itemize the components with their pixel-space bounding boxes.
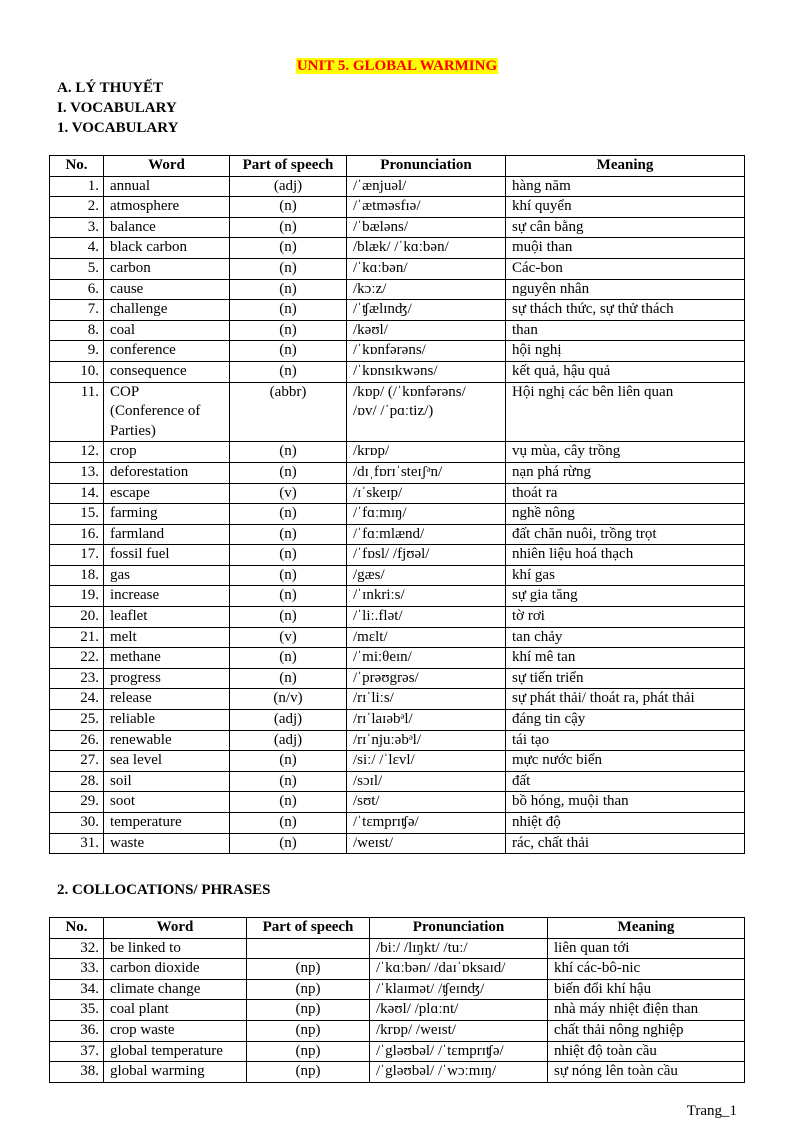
table-row xyxy=(50,730,745,751)
word-cell: renewable xyxy=(104,730,230,751)
table-row xyxy=(50,833,745,854)
row-number: 2. xyxy=(50,197,104,218)
table-row xyxy=(50,462,745,483)
pronunciation-cell: /ˈfɑːmɪŋ/ xyxy=(347,504,506,525)
part-of-speech-cell: (n) xyxy=(230,462,347,483)
row-number: 3. xyxy=(50,217,104,238)
part-of-speech-cell: (n) xyxy=(230,792,347,813)
part-of-speech-cell: (n) xyxy=(230,771,347,792)
row-number: 16. xyxy=(50,524,104,545)
pronunciation-cell: /ˈænjuəl/ xyxy=(347,176,506,197)
pronunciation-cell: /kɒp/ (/ˈkɒnfərəns/ /ɒv/ /ˈpɑːtiz/) xyxy=(347,382,506,442)
pronunciation-cell: /kɔːz/ xyxy=(347,279,506,300)
row-number: 14. xyxy=(50,483,104,504)
pronunciation-cell: /ˈgləʊbəl/ /ˈwɔːmɪŋ/ xyxy=(370,1062,548,1083)
page-number: Trang_1 xyxy=(686,1103,737,1119)
meaning-cell: sự cân bằng xyxy=(506,217,745,238)
table-row xyxy=(50,813,745,834)
part-of-speech-cell: (n) xyxy=(230,524,347,545)
part-of-speech-cell: (n) xyxy=(230,586,347,607)
word-cell: global temperature xyxy=(104,1041,247,1062)
pronunciation-cell: /dɪˌfɒrɪˈsteɪʃᵊn/ xyxy=(347,462,506,483)
col-header-meaning: Meaning xyxy=(548,918,745,939)
col-header-word: Word xyxy=(104,156,230,177)
word-cell: consequence xyxy=(104,361,230,382)
part-of-speech-cell: (n) xyxy=(230,320,347,341)
meaning-cell: đất chăn nuôi, trồng trọt xyxy=(506,524,745,545)
word-cell: methane xyxy=(104,648,230,669)
row-number: 6. xyxy=(50,279,104,300)
part-of-speech-cell: (n) xyxy=(230,833,347,854)
row-number: 21. xyxy=(50,627,104,648)
meaning-cell: khí mê tan xyxy=(506,648,745,669)
part-of-speech-cell: (n) xyxy=(230,504,347,525)
pronunciation-cell: /rɪˈliːs/ xyxy=(347,689,506,710)
meaning-cell: kết quả, hậu quả xyxy=(506,361,745,382)
pronunciation-cell: /ˈbæləns/ xyxy=(347,217,506,238)
table-row xyxy=(50,710,745,731)
word-cell: atmosphere xyxy=(104,197,230,218)
collocations-table xyxy=(49,917,745,1083)
meaning-cell: đáng tin cậy xyxy=(506,710,745,731)
word-cell: COP (Conference of Parties) xyxy=(104,382,230,442)
table-row xyxy=(50,607,745,628)
word-cell: farmland xyxy=(104,524,230,545)
row-number: 28. xyxy=(50,771,104,792)
pronunciation-cell: /ɪˈskeɪp/ xyxy=(347,483,506,504)
part-of-speech-cell: (v) xyxy=(230,627,347,648)
row-number: 29. xyxy=(50,792,104,813)
table-row xyxy=(50,565,745,586)
table-row xyxy=(50,341,745,362)
meaning-cell: chất thải nông nghiệp xyxy=(548,1020,745,1041)
meaning-cell: thoát ra xyxy=(506,483,745,504)
meaning-cell: biến đổi khí hậu xyxy=(548,979,745,1000)
table-row xyxy=(50,238,745,259)
pronunciation-cell: /ˈgləʊbəl/ /ˈtɛmprɪʧə/ xyxy=(370,1041,548,1062)
meaning-cell: đất xyxy=(506,771,745,792)
row-number: 15. xyxy=(50,504,104,525)
table-row xyxy=(50,483,745,504)
pronunciation-cell: /weɪst/ xyxy=(347,833,506,854)
part-of-speech-cell: (np) xyxy=(247,1000,370,1021)
word-cell: coal xyxy=(104,320,230,341)
row-number: 17. xyxy=(50,545,104,566)
word-cell: melt xyxy=(104,627,230,648)
pronunciation-cell: /blæk/ /ˈkɑːbən/ xyxy=(347,238,506,259)
meaning-cell: tờ rơi xyxy=(506,607,745,628)
part-of-speech-cell: (adj) xyxy=(230,710,347,731)
meaning-cell: muội than xyxy=(506,238,745,259)
part-of-speech-cell: (adj) xyxy=(230,176,347,197)
table-row xyxy=(50,300,745,321)
table-row xyxy=(50,361,745,382)
table-row xyxy=(50,648,745,669)
meaning-cell: hàng năm xyxy=(506,176,745,197)
row-number: 38. xyxy=(50,1062,104,1083)
pronunciation-cell: /sʊt/ xyxy=(347,792,506,813)
table-row xyxy=(50,217,745,238)
word-cell: farming xyxy=(104,504,230,525)
part-of-speech-cell: (n) xyxy=(230,197,347,218)
row-number: 30. xyxy=(50,813,104,834)
pronunciation-cell: /ˈtɛmprɪʧə/ xyxy=(347,813,506,834)
row-number: 19. xyxy=(50,586,104,607)
meaning-cell: khí gas xyxy=(506,565,745,586)
table-row xyxy=(50,382,745,442)
word-cell: climate change xyxy=(104,979,247,1000)
part-of-speech-cell: (n) xyxy=(230,751,347,772)
pronunciation-cell: /ˈɪnkriːs/ xyxy=(347,586,506,607)
table-row xyxy=(50,1000,745,1021)
meaning-cell: liên quan tới xyxy=(548,938,745,959)
pronunciation-cell: /ˈkɒnsɪkwəns/ xyxy=(347,361,506,382)
meaning-cell: rác, chất thải xyxy=(506,833,745,854)
word-cell: sea level xyxy=(104,751,230,772)
row-number: 34. xyxy=(50,979,104,1000)
pronunciation-cell: /ˈklaɪmət/ /ʧeɪnʤ/ xyxy=(370,979,548,1000)
table-row xyxy=(50,504,745,525)
col-header-no: No. xyxy=(50,156,104,177)
row-number: 11. xyxy=(50,382,104,442)
table-row xyxy=(50,938,745,959)
word-cell: leaflet xyxy=(104,607,230,628)
pronunciation-cell: /mɛlt/ xyxy=(347,627,506,648)
row-number: 20. xyxy=(50,607,104,628)
word-cell: conference xyxy=(104,341,230,362)
part-of-speech-cell: (n) xyxy=(230,300,347,321)
row-number: 31. xyxy=(50,833,104,854)
part-of-speech-cell: (n) xyxy=(230,648,347,669)
pronunciation-cell: /krɒp/ /weɪst/ xyxy=(370,1020,548,1041)
row-number: 33. xyxy=(50,959,104,980)
row-number: 5. xyxy=(50,258,104,279)
table-row xyxy=(50,586,745,607)
part-of-speech-cell: (n) xyxy=(230,813,347,834)
table-row xyxy=(50,1020,745,1041)
part-of-speech-cell: (n) xyxy=(230,238,347,259)
word-cell: deforestation xyxy=(104,462,230,483)
meaning-cell: sự phát thải/ thoát ra, phát thải xyxy=(506,689,745,710)
meaning-cell: Các-bon xyxy=(506,258,745,279)
meaning-cell: nhiên liệu hoá thạch xyxy=(506,545,745,566)
row-number: 37. xyxy=(50,1041,104,1062)
heading-theory: A. LÝ THUYẾT xyxy=(57,80,163,96)
table-row xyxy=(50,545,745,566)
table-row xyxy=(50,627,745,648)
word-cell: crop xyxy=(104,442,230,463)
meaning-cell: sự gia tăng xyxy=(506,586,745,607)
table-row xyxy=(50,668,745,689)
meaning-cell: nghề nông xyxy=(506,504,745,525)
word-cell: carbon dioxide xyxy=(104,959,247,980)
row-number: 13. xyxy=(50,462,104,483)
part-of-speech-cell: (np) xyxy=(247,959,370,980)
part-of-speech-cell xyxy=(247,938,370,959)
unit-title xyxy=(0,57,794,75)
row-number: 12. xyxy=(50,442,104,463)
col-header-pos: Part of speech xyxy=(247,918,370,939)
table-row xyxy=(50,792,745,813)
part-of-speech-cell: (n) xyxy=(230,258,347,279)
pronunciation-cell: /ˈkɒnfərəns/ xyxy=(347,341,506,362)
word-cell: carbon xyxy=(104,258,230,279)
col-header-pron: Pronunciation xyxy=(370,918,548,939)
word-cell: soil xyxy=(104,771,230,792)
word-cell: fossil fuel xyxy=(104,545,230,566)
meaning-cell: nhiệt độ toàn cầu xyxy=(548,1041,745,1062)
pronunciation-cell: /kəʊl/ xyxy=(347,320,506,341)
meaning-cell: sự thách thức, sự thử thách xyxy=(506,300,745,321)
table-row xyxy=(50,1062,745,1083)
meaning-cell: khí các-bô-nic xyxy=(548,959,745,980)
unit-title-text: UNIT 5. GLOBAL WARMING xyxy=(296,58,498,74)
table-row xyxy=(50,751,745,772)
meaning-cell: khí quyển xyxy=(506,197,745,218)
meaning-cell: hội nghị xyxy=(506,341,745,362)
part-of-speech-cell: (np) xyxy=(247,979,370,1000)
col-header-pron: Pronunciation xyxy=(347,156,506,177)
table-row xyxy=(50,959,745,980)
part-of-speech-cell: (abbr) xyxy=(230,382,347,442)
row-number: 8. xyxy=(50,320,104,341)
meaning-cell: vụ mùa, cây trồng xyxy=(506,442,745,463)
meaning-cell: Hội nghị các bên liên quan xyxy=(506,382,745,442)
table-header-row xyxy=(50,918,745,939)
part-of-speech-cell: (np) xyxy=(247,1020,370,1041)
pronunciation-cell: /ˈkɑːbən/ xyxy=(347,258,506,279)
pronunciation-cell: /siː/ /ˈlɛvl/ xyxy=(347,751,506,772)
table-row xyxy=(50,176,745,197)
meaning-cell: tan chảy xyxy=(506,627,745,648)
word-cell: temperature xyxy=(104,813,230,834)
col-header-meaning: Meaning xyxy=(506,156,745,177)
row-number: 1. xyxy=(50,176,104,197)
col-header-word: Word xyxy=(104,918,247,939)
part-of-speech-cell: (v) xyxy=(230,483,347,504)
heading-collocations: 2. COLLOCATIONS/ PHRASES xyxy=(57,882,271,898)
pronunciation-cell: /kəʊl/ /plɑːnt/ xyxy=(370,1000,548,1021)
pronunciation-cell: /ˈliː.flət/ xyxy=(347,607,506,628)
row-number: 18. xyxy=(50,565,104,586)
word-cell: cause xyxy=(104,279,230,300)
word-cell: be linked to xyxy=(104,938,247,959)
word-cell: gas xyxy=(104,565,230,586)
table-row xyxy=(50,320,745,341)
word-cell: progress xyxy=(104,668,230,689)
pronunciation-cell: /rɪˈlaɪəbᵊl/ xyxy=(347,710,506,731)
vocabulary-table xyxy=(49,155,745,854)
table-row xyxy=(50,524,745,545)
pronunciation-cell: /gæs/ xyxy=(347,565,506,586)
meaning-cell: tái tạo xyxy=(506,730,745,751)
table-row xyxy=(50,258,745,279)
row-number: 26. xyxy=(50,730,104,751)
pronunciation-cell: /ˈʧælɪnʤ/ xyxy=(347,300,506,321)
part-of-speech-cell: (n) xyxy=(230,341,347,362)
meaning-cell: nhiệt độ xyxy=(506,813,745,834)
meaning-cell: sự tiến triển xyxy=(506,668,745,689)
part-of-speech-cell: (n) xyxy=(230,545,347,566)
part-of-speech-cell: (n/v) xyxy=(230,689,347,710)
table-row xyxy=(50,979,745,1000)
meaning-cell: than xyxy=(506,320,745,341)
pronunciation-cell: /ˈmiːθeɪn/ xyxy=(347,648,506,669)
word-cell: crop waste xyxy=(104,1020,247,1041)
row-number: 7. xyxy=(50,300,104,321)
pronunciation-cell: /ˈætməsfɪə/ xyxy=(347,197,506,218)
pronunciation-cell: /ˈfɑːmlænd/ xyxy=(347,524,506,545)
table-row xyxy=(50,279,745,300)
pronunciation-cell: /biː/ /lɪŋkt/ /tuː/ xyxy=(370,938,548,959)
part-of-speech-cell: (np) xyxy=(247,1062,370,1083)
row-number: 9. xyxy=(50,341,104,362)
meaning-cell: nhà máy nhiệt điện than xyxy=(548,1000,745,1021)
table-row xyxy=(50,689,745,710)
row-number: 25. xyxy=(50,710,104,731)
meaning-cell: sự nóng lên toàn cầu xyxy=(548,1062,745,1083)
word-cell: release xyxy=(104,689,230,710)
heading-vocabulary-sub: 1. VOCABULARY xyxy=(57,120,179,136)
part-of-speech-cell: (adj) xyxy=(230,730,347,751)
pronunciation-cell: /ˈprəʊgrəs/ xyxy=(347,668,506,689)
row-number: 27. xyxy=(50,751,104,772)
row-number: 35. xyxy=(50,1000,104,1021)
row-number: 4. xyxy=(50,238,104,259)
meaning-cell: mực nước biển xyxy=(506,751,745,772)
meaning-cell: nguyên nhân xyxy=(506,279,745,300)
row-number: 10. xyxy=(50,361,104,382)
col-header-pos: Part of speech xyxy=(230,156,347,177)
part-of-speech-cell: (n) xyxy=(230,217,347,238)
word-cell: waste xyxy=(104,833,230,854)
row-number: 24. xyxy=(50,689,104,710)
row-number: 23. xyxy=(50,668,104,689)
part-of-speech-cell: (n) xyxy=(230,565,347,586)
word-cell: balance xyxy=(104,217,230,238)
table-row xyxy=(50,771,745,792)
part-of-speech-cell: (n) xyxy=(230,442,347,463)
word-cell: coal plant xyxy=(104,1000,247,1021)
part-of-speech-cell: (n) xyxy=(230,361,347,382)
word-cell: reliable xyxy=(104,710,230,731)
row-number: 32. xyxy=(50,938,104,959)
pronunciation-cell: /sɔɪl/ xyxy=(347,771,506,792)
row-number: 36. xyxy=(50,1020,104,1041)
pronunciation-cell: /krɒp/ xyxy=(347,442,506,463)
col-header-no: No. xyxy=(50,918,104,939)
table-row xyxy=(50,197,745,218)
word-cell: global warming xyxy=(104,1062,247,1083)
table-row xyxy=(50,442,745,463)
word-cell: annual xyxy=(104,176,230,197)
table-header-row xyxy=(50,156,745,177)
part-of-speech-cell: (np) xyxy=(247,1041,370,1062)
pronunciation-cell: /rɪˈnjuːəbᵊl/ xyxy=(347,730,506,751)
part-of-speech-cell: (n) xyxy=(230,607,347,628)
word-cell: black carbon xyxy=(104,238,230,259)
table-row xyxy=(50,1041,745,1062)
word-cell: challenge xyxy=(104,300,230,321)
meaning-cell: bồ hóng, muội than xyxy=(506,792,745,813)
part-of-speech-cell: (n) xyxy=(230,279,347,300)
word-cell: increase xyxy=(104,586,230,607)
word-cell: escape xyxy=(104,483,230,504)
word-cell: soot xyxy=(104,792,230,813)
pronunciation-cell: /ˈfɒsl/ /fjʊəl/ xyxy=(347,545,506,566)
meaning-cell: nạn phá rừng xyxy=(506,462,745,483)
heading-vocabulary: I. VOCABULARY xyxy=(57,100,177,116)
row-number: 22. xyxy=(50,648,104,669)
pronunciation-cell: /ˈkɑːbən/ /daɪˈɒksaɪd/ xyxy=(370,959,548,980)
part-of-speech-cell: (n) xyxy=(230,668,347,689)
